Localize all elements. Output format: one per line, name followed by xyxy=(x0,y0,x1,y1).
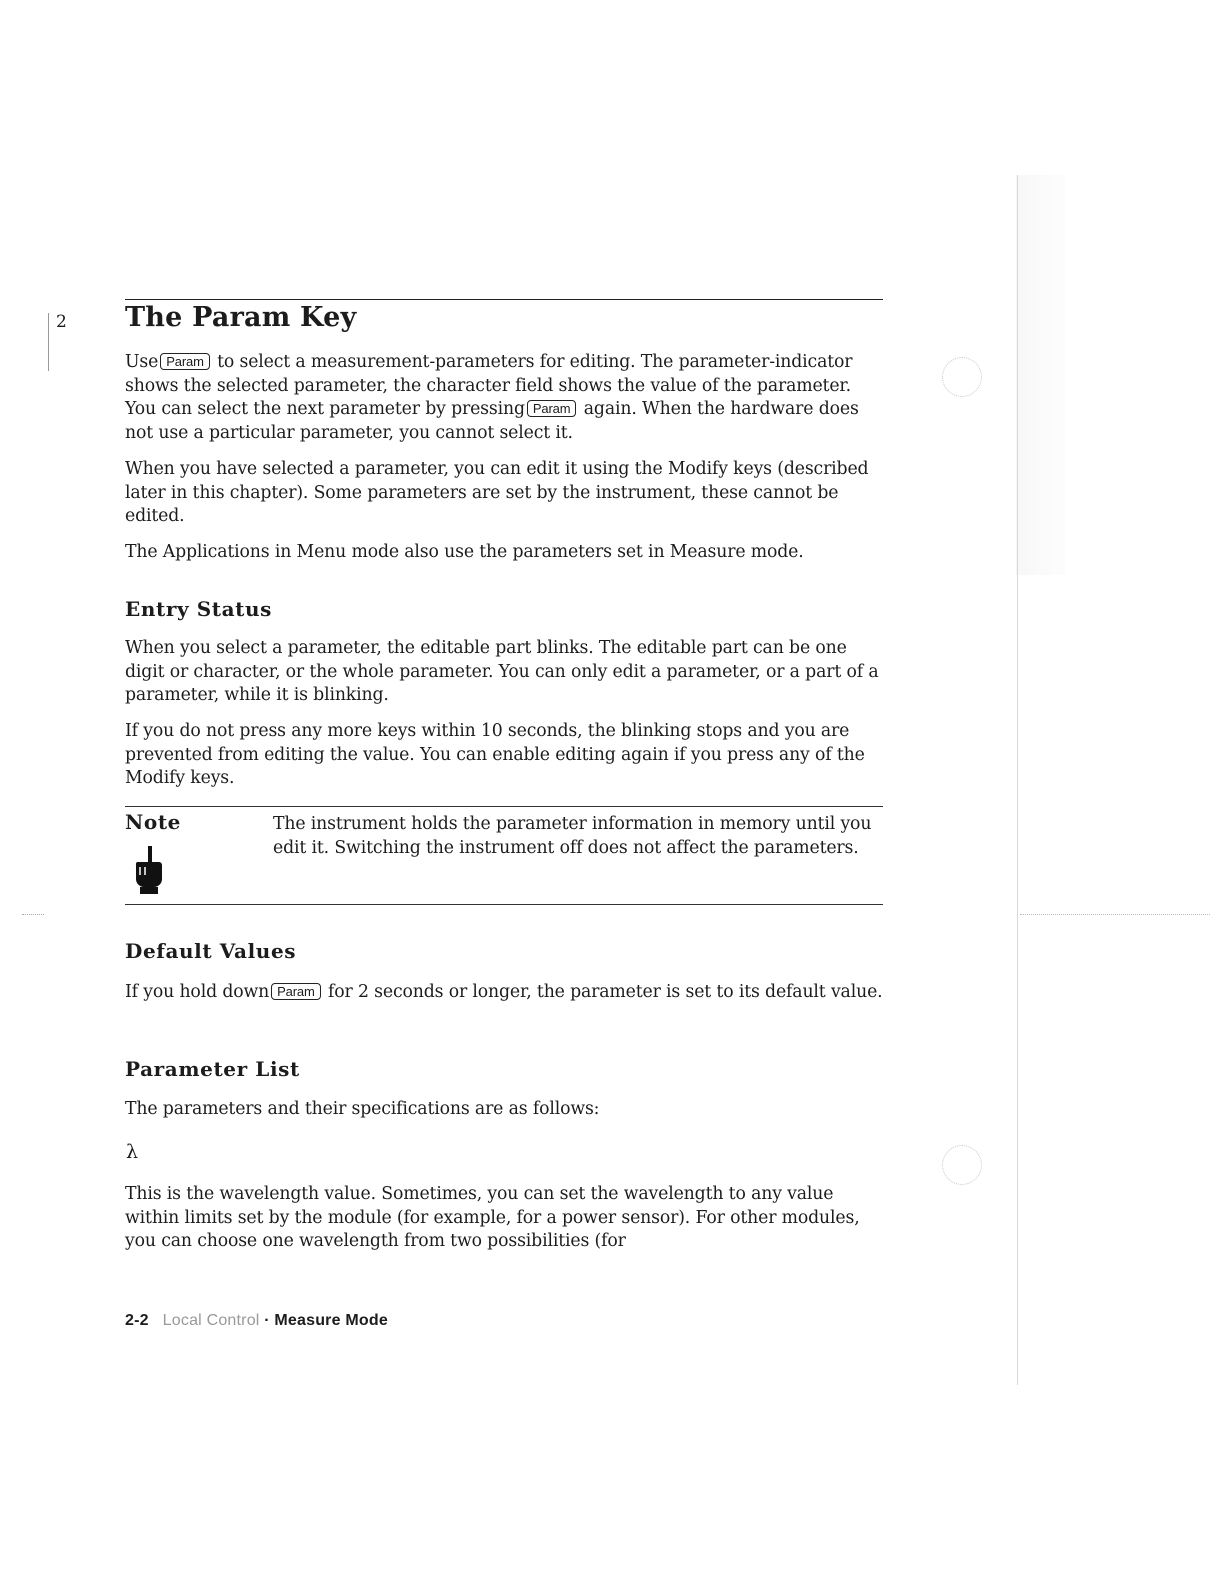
default-text-b: for 2 seconds or longer, the parameter is set to its default value. xyxy=(328,982,883,1002)
page-title: The Param Key xyxy=(125,302,357,333)
page-footer xyxy=(125,1312,388,1330)
footer-separator: · xyxy=(259,1312,275,1329)
pointing-hand-icon xyxy=(131,846,167,898)
default-values-heading: Default Values xyxy=(125,939,297,963)
scan-dash-right xyxy=(1020,914,1210,915)
note-label: Note xyxy=(125,810,181,834)
parameter-list-intro: The parameters and their specifications are as follows: xyxy=(125,1099,600,1119)
note-top-rule xyxy=(125,806,883,807)
intro-paragraph-1 xyxy=(125,351,885,445)
lambda-symbol: λ xyxy=(126,1141,139,1163)
param-key: Param xyxy=(527,400,577,417)
param-key: Param xyxy=(271,983,321,1000)
intro-text-a: Use xyxy=(125,352,159,372)
default-text-a: If you hold down xyxy=(125,982,270,1002)
scan-shadow xyxy=(1016,175,1066,575)
footer-section: Local Control xyxy=(162,1312,260,1329)
right-margin-line xyxy=(1017,175,1018,1385)
intro-paragraph-3: The Applications in Menu mode also use the parameters set in Measure mode. xyxy=(125,542,804,562)
note-text: The instrument holds the parameter information in memory until you edit it. Switching the instrument off does not affect the parameters. xyxy=(273,814,872,858)
parameter-list-heading: Parameter List xyxy=(125,1057,300,1081)
entry-status-heading: Entry Status xyxy=(125,597,273,621)
default-values-paragraph xyxy=(125,981,885,1005)
footer-page-number: 2-2 xyxy=(125,1312,149,1329)
intro-text-b: to select a measurement-parameters for editing. The parameter-indicator shows the selected parameter, the character field shows the value of the parameter. You can select the next parameter by pressing xyxy=(125,352,853,419)
entry-status-paragraph-1: When you select a parameter, the editable part blinks. The editable part can be one digit or character, or the whole parameter. You can only edit a parameter, or a part of a parameter, while it is blinking. xyxy=(125,638,879,705)
param-key: Param xyxy=(160,353,210,370)
entry-status-paragraph-2: If you do not press any more keys within 10 seconds, the blinking stops and you are prevented from editing the value. You can enable editing again if you press any of the Modify keys. xyxy=(125,721,865,788)
wavelength-paragraph: This is the wavelength value. Sometimes, you can set the wavelength to any value within limits set by the module (for example, for a power sensor). For other modules, you can choose one wavelength from two possibilities (for xyxy=(125,1184,860,1251)
binder-hole-bottom xyxy=(942,1145,982,1185)
binder-hole-top xyxy=(942,357,982,397)
intro-text-c: again. When the hardware does not use a particular parameter, you cannot select it. xyxy=(125,399,859,443)
change-bar xyxy=(48,313,49,371)
note-bottom-rule xyxy=(125,904,883,905)
top-rule xyxy=(125,299,883,300)
intro-paragraph-2: When you have selected a parameter, you can edit it using the Modify keys (described later in this chapter). Some parameters are set by the instrument, these cannot be edited. xyxy=(125,459,869,526)
scan-dash-left xyxy=(22,914,44,915)
chapter-number: 2 xyxy=(56,312,67,332)
footer-subsection: Measure Mode xyxy=(274,1312,388,1329)
